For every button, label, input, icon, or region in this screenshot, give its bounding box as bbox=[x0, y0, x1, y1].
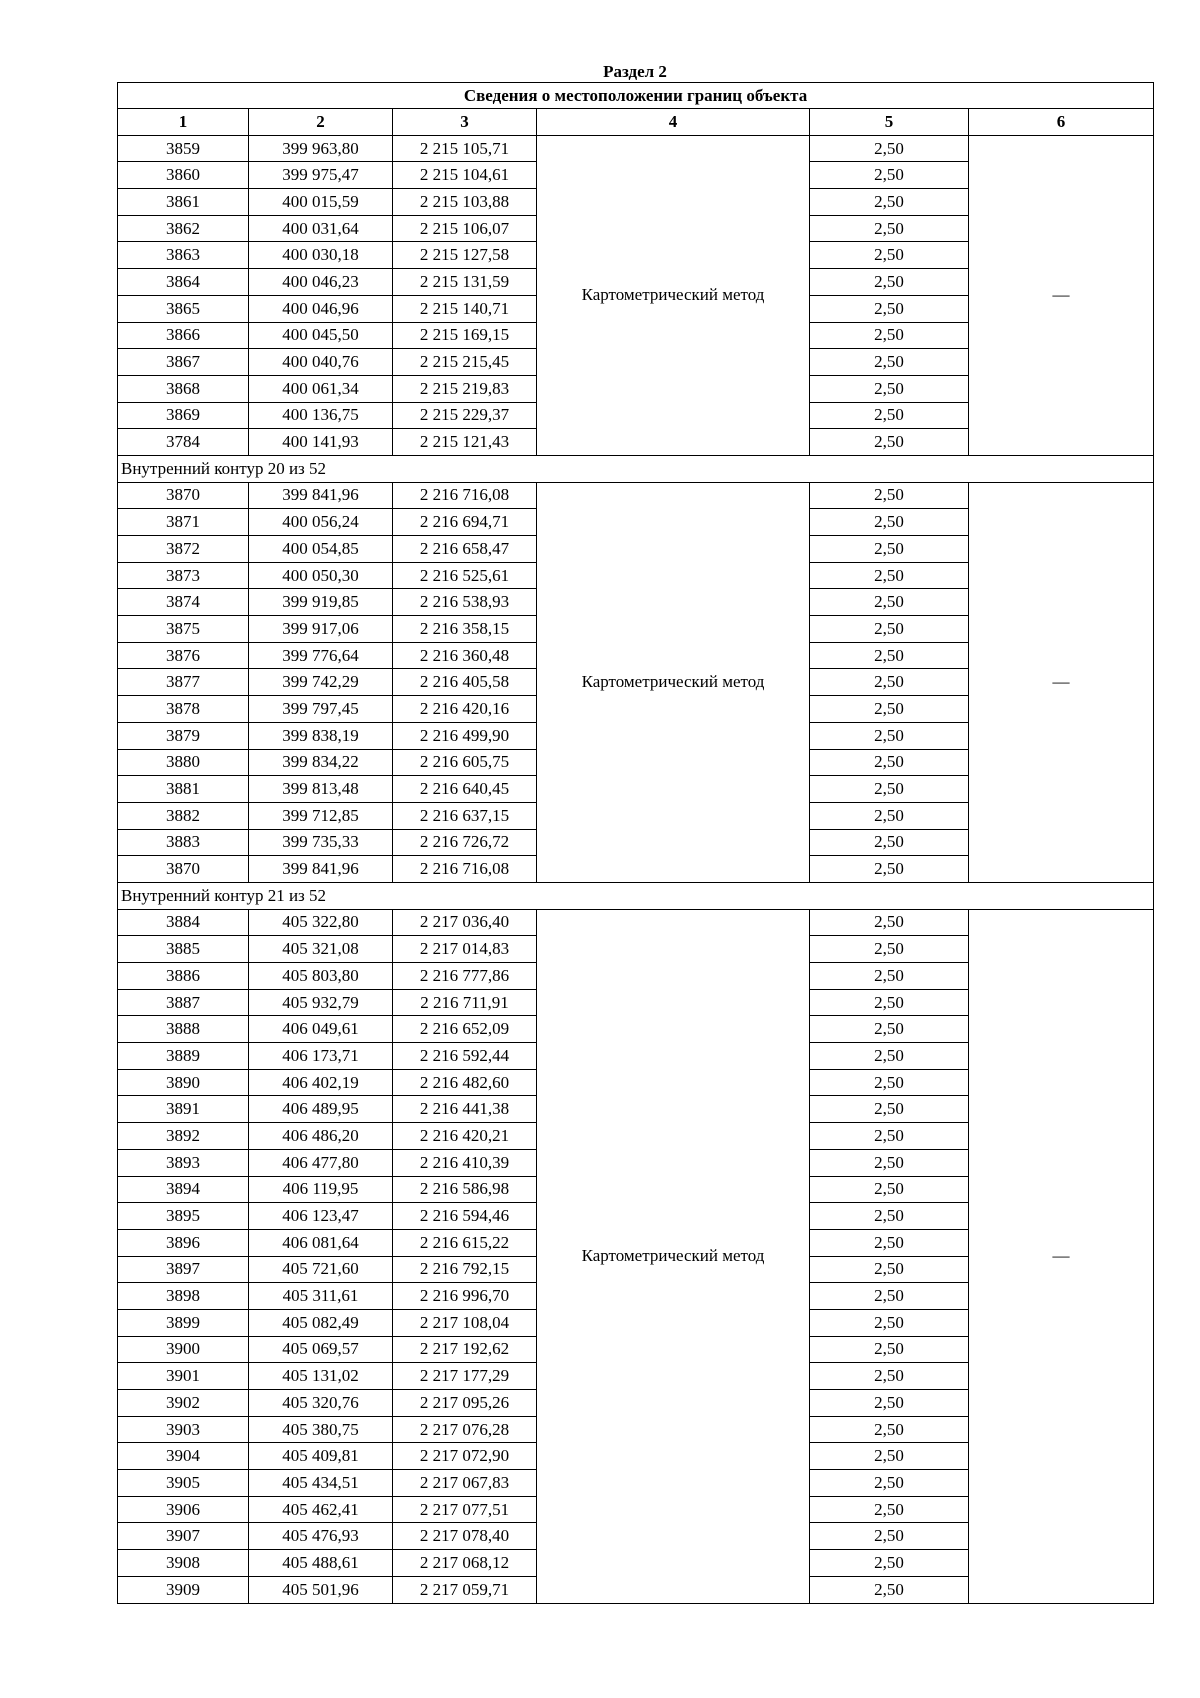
y-coordinate-cell: 2 217 177,29 bbox=[393, 1363, 537, 1390]
y-coordinate-cell: 2 216 658,47 bbox=[393, 536, 537, 563]
x-coordinate-cell: 405 320,76 bbox=[249, 1390, 393, 1417]
x-coordinate-cell: 405 476,93 bbox=[249, 1523, 393, 1550]
y-coordinate-cell: 2 216 711,91 bbox=[393, 989, 537, 1016]
x-coordinate-cell: 399 834,22 bbox=[249, 749, 393, 776]
section-title: Раздел 2 bbox=[603, 62, 667, 81]
point-number-cell: 3886 bbox=[118, 963, 249, 990]
method-cell: Картометрический метод bbox=[537, 482, 810, 882]
point-number-cell: 3873 bbox=[118, 562, 249, 589]
x-coordinate-cell: 400 046,96 bbox=[249, 295, 393, 322]
point-number-cell: 3888 bbox=[118, 1016, 249, 1043]
x-coordinate-cell: 400 031,64 bbox=[249, 215, 393, 242]
y-coordinate-cell: 2 215 121,43 bbox=[393, 429, 537, 456]
y-coordinate-cell: 2 217 095,26 bbox=[393, 1390, 537, 1417]
y-coordinate-cell: 2 216 410,39 bbox=[393, 1149, 537, 1176]
x-coordinate-cell: 406 173,71 bbox=[249, 1043, 393, 1070]
y-coordinate-cell: 2 216 358,15 bbox=[393, 616, 537, 643]
point-number-cell: 3909 bbox=[118, 1576, 249, 1603]
x-coordinate-cell: 399 813,48 bbox=[249, 776, 393, 803]
y-coordinate-cell: 2 217 036,40 bbox=[393, 909, 537, 936]
point-number-cell: 3892 bbox=[118, 1123, 249, 1150]
x-coordinate-cell: 405 321,08 bbox=[249, 936, 393, 963]
y-coordinate-cell: 2 216 538,93 bbox=[393, 589, 537, 616]
point-number-cell: 3887 bbox=[118, 989, 249, 1016]
accuracy-cell: 2,50 bbox=[810, 776, 969, 803]
x-coordinate-cell: 400 061,34 bbox=[249, 375, 393, 402]
point-number-cell: 3867 bbox=[118, 349, 249, 376]
point-number-cell: 3907 bbox=[118, 1523, 249, 1550]
table-row bbox=[118, 135, 1154, 162]
accuracy-cell: 2,50 bbox=[810, 616, 969, 643]
y-coordinate-cell: 2 216 405,58 bbox=[393, 669, 537, 696]
accuracy-cell: 2,50 bbox=[810, 242, 969, 269]
y-coordinate-cell: 2 215 215,45 bbox=[393, 349, 537, 376]
x-coordinate-cell: 405 131,02 bbox=[249, 1363, 393, 1390]
point-number-cell: 3891 bbox=[118, 1096, 249, 1123]
y-coordinate-cell: 2 215 103,88 bbox=[393, 189, 537, 216]
accuracy-cell: 2,50 bbox=[810, 215, 969, 242]
x-coordinate-cell: 400 050,30 bbox=[249, 562, 393, 589]
y-coordinate-cell: 2 216 482,60 bbox=[393, 1069, 537, 1096]
point-number-cell: 3884 bbox=[118, 909, 249, 936]
point-number-cell: 3885 bbox=[118, 936, 249, 963]
y-coordinate-cell: 2 215 106,07 bbox=[393, 215, 537, 242]
accuracy-cell: 2,50 bbox=[810, 963, 969, 990]
y-coordinate-cell: 2 215 219,83 bbox=[393, 375, 537, 402]
x-coordinate-cell: 406 123,47 bbox=[249, 1203, 393, 1230]
accuracy-cell: 2,50 bbox=[810, 1123, 969, 1150]
x-coordinate-cell: 405 434,51 bbox=[249, 1470, 393, 1497]
x-coordinate-cell: 405 082,49 bbox=[249, 1309, 393, 1336]
accuracy-cell: 2,50 bbox=[810, 1550, 969, 1577]
point-number-cell: 3863 bbox=[118, 242, 249, 269]
y-coordinate-cell: 2 215 104,61 bbox=[393, 162, 537, 189]
accuracy-cell: 2,50 bbox=[810, 1336, 969, 1363]
point-number-cell: 3897 bbox=[118, 1256, 249, 1283]
x-coordinate-cell: 399 838,19 bbox=[249, 722, 393, 749]
x-coordinate-cell: 405 409,81 bbox=[249, 1443, 393, 1470]
y-coordinate-cell: 2 216 716,08 bbox=[393, 482, 537, 509]
y-coordinate-cell: 2 216 792,15 bbox=[393, 1256, 537, 1283]
contour-label: Внутренний контур 20 из 52 bbox=[118, 455, 1154, 482]
point-number-cell: 3896 bbox=[118, 1229, 249, 1256]
point-number-cell: 3868 bbox=[118, 375, 249, 402]
x-coordinate-cell: 406 477,80 bbox=[249, 1149, 393, 1176]
point-number-cell: 3895 bbox=[118, 1203, 249, 1230]
x-coordinate-cell: 400 046,23 bbox=[249, 269, 393, 296]
x-coordinate-cell: 399 975,47 bbox=[249, 162, 393, 189]
point-number-cell: 3898 bbox=[118, 1283, 249, 1310]
y-coordinate-cell: 2 216 694,71 bbox=[393, 509, 537, 536]
point-number-cell: 3872 bbox=[118, 536, 249, 563]
point-number-cell: 3871 bbox=[118, 509, 249, 536]
x-coordinate-cell: 405 322,80 bbox=[249, 909, 393, 936]
accuracy-cell: 2,50 bbox=[810, 1256, 969, 1283]
accuracy-cell: 2,50 bbox=[810, 1443, 969, 1470]
accuracy-cell: 2,50 bbox=[810, 1470, 969, 1497]
accuracy-cell: 2,50 bbox=[810, 749, 969, 776]
point-number-cell: 3861 bbox=[118, 189, 249, 216]
point-number-cell: 3900 bbox=[118, 1336, 249, 1363]
method-cell: Картометрический метод bbox=[537, 909, 810, 1603]
accuracy-cell: 2,50 bbox=[810, 1390, 969, 1417]
table-row bbox=[118, 909, 1154, 936]
x-coordinate-cell: 405 380,75 bbox=[249, 1416, 393, 1443]
table-body bbox=[118, 135, 1154, 1603]
x-coordinate-cell: 406 486,20 bbox=[249, 1123, 393, 1150]
x-coordinate-cell: 399 742,29 bbox=[249, 669, 393, 696]
x-coordinate-cell: 400 141,93 bbox=[249, 429, 393, 456]
x-coordinate-cell: 405 069,57 bbox=[249, 1336, 393, 1363]
x-coordinate-cell: 399 797,45 bbox=[249, 696, 393, 723]
y-coordinate-cell: 2 215 169,15 bbox=[393, 322, 537, 349]
x-coordinate-cell: 405 721,60 bbox=[249, 1256, 393, 1283]
x-coordinate-cell: 405 803,80 bbox=[249, 963, 393, 990]
y-coordinate-cell: 2 216 441,38 bbox=[393, 1096, 537, 1123]
accuracy-cell: 2,50 bbox=[810, 1309, 969, 1336]
accuracy-cell: 2,50 bbox=[810, 1043, 969, 1070]
table-row bbox=[118, 482, 1154, 509]
accuracy-cell: 2,50 bbox=[810, 1576, 969, 1603]
accuracy-cell: 2,50 bbox=[810, 936, 969, 963]
x-coordinate-cell: 400 030,18 bbox=[249, 242, 393, 269]
boundary-table bbox=[117, 82, 1154, 1604]
point-number-cell: 3870 bbox=[118, 482, 249, 509]
point-number-cell: 3880 bbox=[118, 749, 249, 776]
y-coordinate-cell: 2 216 716,08 bbox=[393, 856, 537, 883]
y-coordinate-cell: 2 217 068,12 bbox=[393, 1550, 537, 1577]
column-header: 4 bbox=[537, 109, 810, 136]
x-coordinate-cell: 405 501,96 bbox=[249, 1576, 393, 1603]
document-page bbox=[117, 62, 1153, 1604]
x-coordinate-cell: 406 049,61 bbox=[249, 1016, 393, 1043]
point-number-cell: 3875 bbox=[118, 616, 249, 643]
y-coordinate-cell: 2 216 637,15 bbox=[393, 802, 537, 829]
point-number-cell: 3860 bbox=[118, 162, 249, 189]
accuracy-cell: 2,50 bbox=[810, 802, 969, 829]
y-coordinate-cell: 2 217 059,71 bbox=[393, 1576, 537, 1603]
y-coordinate-cell: 2 216 615,22 bbox=[393, 1229, 537, 1256]
y-coordinate-cell: 2 217 067,83 bbox=[393, 1470, 537, 1497]
accuracy-cell: 2,50 bbox=[810, 1229, 969, 1256]
point-number-cell: 3893 bbox=[118, 1149, 249, 1176]
x-coordinate-cell: 399 963,80 bbox=[249, 135, 393, 162]
x-coordinate-cell: 399 735,33 bbox=[249, 829, 393, 856]
point-number-cell: 3882 bbox=[118, 802, 249, 829]
y-coordinate-cell: 2 217 076,28 bbox=[393, 1416, 537, 1443]
accuracy-cell: 2,50 bbox=[810, 1016, 969, 1043]
contour-header-row bbox=[118, 455, 1154, 482]
accuracy-cell: 2,50 bbox=[810, 1149, 969, 1176]
accuracy-cell: 2,50 bbox=[810, 536, 969, 563]
x-coordinate-cell: 405 462,41 bbox=[249, 1496, 393, 1523]
x-coordinate-cell: 405 488,61 bbox=[249, 1550, 393, 1577]
accuracy-cell: 2,50 bbox=[810, 696, 969, 723]
accuracy-cell: 2,50 bbox=[810, 1069, 969, 1096]
x-coordinate-cell: 399 919,85 bbox=[249, 589, 393, 616]
accuracy-cell: 2,50 bbox=[810, 856, 969, 883]
column-header: 1 bbox=[118, 109, 249, 136]
x-coordinate-cell: 400 040,76 bbox=[249, 349, 393, 376]
y-coordinate-cell: 2 216 777,86 bbox=[393, 963, 537, 990]
point-number-cell: 3906 bbox=[118, 1496, 249, 1523]
y-coordinate-cell: 2 215 140,71 bbox=[393, 295, 537, 322]
accuracy-cell: 2,50 bbox=[810, 1416, 969, 1443]
y-coordinate-cell: 2 217 078,40 bbox=[393, 1523, 537, 1550]
point-number-cell: 3877 bbox=[118, 669, 249, 696]
y-coordinate-cell: 2 216 360,48 bbox=[393, 642, 537, 669]
point-number-cell: 3881 bbox=[118, 776, 249, 803]
y-coordinate-cell: 2 215 131,59 bbox=[393, 269, 537, 296]
point-number-cell: 3908 bbox=[118, 1550, 249, 1577]
y-coordinate-cell: 2 216 605,75 bbox=[393, 749, 537, 776]
column-header: 6 bbox=[969, 109, 1154, 136]
point-number-cell: 3870 bbox=[118, 856, 249, 883]
y-coordinate-cell: 2 215 127,58 bbox=[393, 242, 537, 269]
y-coordinate-cell: 2 216 499,90 bbox=[393, 722, 537, 749]
y-coordinate-cell: 2 216 996,70 bbox=[393, 1283, 537, 1310]
x-coordinate-cell: 399 712,85 bbox=[249, 802, 393, 829]
column6-cell: — bbox=[969, 909, 1154, 1603]
point-number-cell: 3874 bbox=[118, 589, 249, 616]
column-header: 5 bbox=[810, 109, 969, 136]
point-number-cell: 3879 bbox=[118, 722, 249, 749]
accuracy-cell: 2,50 bbox=[810, 509, 969, 536]
accuracy-cell: 2,50 bbox=[810, 989, 969, 1016]
table-caption: Сведения о местоположении границ объекта bbox=[118, 83, 1154, 109]
accuracy-cell: 2,50 bbox=[810, 482, 969, 509]
y-coordinate-cell: 2 215 229,37 bbox=[393, 402, 537, 429]
y-coordinate-cell: 2 216 652,09 bbox=[393, 1016, 537, 1043]
accuracy-cell: 2,50 bbox=[810, 1496, 969, 1523]
point-number-cell: 3865 bbox=[118, 295, 249, 322]
y-coordinate-cell: 2 216 726,72 bbox=[393, 829, 537, 856]
accuracy-cell: 2,50 bbox=[810, 589, 969, 616]
accuracy-cell: 2,50 bbox=[810, 375, 969, 402]
column6-cell: — bbox=[969, 482, 1154, 882]
accuracy-cell: 2,50 bbox=[810, 562, 969, 589]
y-coordinate-cell: 2 217 108,04 bbox=[393, 1309, 537, 1336]
column-header: 3 bbox=[393, 109, 537, 136]
x-coordinate-cell: 400 136,75 bbox=[249, 402, 393, 429]
y-coordinate-cell: 2 215 105,71 bbox=[393, 135, 537, 162]
x-coordinate-cell: 406 489,95 bbox=[249, 1096, 393, 1123]
point-number-cell: 3859 bbox=[118, 135, 249, 162]
accuracy-cell: 2,50 bbox=[810, 295, 969, 322]
column6-cell: — bbox=[969, 135, 1154, 455]
y-coordinate-cell: 2 216 420,21 bbox=[393, 1123, 537, 1150]
x-coordinate-cell: 399 917,06 bbox=[249, 616, 393, 643]
y-coordinate-cell: 2 216 640,45 bbox=[393, 776, 537, 803]
point-number-cell: 3890 bbox=[118, 1069, 249, 1096]
y-coordinate-cell: 2 216 525,61 bbox=[393, 562, 537, 589]
x-coordinate-cell: 400 054,85 bbox=[249, 536, 393, 563]
x-coordinate-cell: 399 841,96 bbox=[249, 856, 393, 883]
accuracy-cell: 2,50 bbox=[810, 162, 969, 189]
y-coordinate-cell: 2 217 192,62 bbox=[393, 1336, 537, 1363]
accuracy-cell: 2,50 bbox=[810, 402, 969, 429]
point-number-cell: 3862 bbox=[118, 215, 249, 242]
point-number-cell: 3878 bbox=[118, 696, 249, 723]
point-number-cell: 3876 bbox=[118, 642, 249, 669]
accuracy-cell: 2,50 bbox=[810, 722, 969, 749]
y-coordinate-cell: 2 217 014,83 bbox=[393, 936, 537, 963]
point-number-cell: 3904 bbox=[118, 1443, 249, 1470]
point-number-cell: 3899 bbox=[118, 1309, 249, 1336]
accuracy-cell: 2,50 bbox=[810, 829, 969, 856]
contour-header-row bbox=[118, 882, 1154, 909]
contour-label: Внутренний контур 21 из 52 bbox=[118, 882, 1154, 909]
accuracy-cell: 2,50 bbox=[810, 135, 969, 162]
point-number-cell: 3889 bbox=[118, 1043, 249, 1070]
accuracy-cell: 2,50 bbox=[810, 429, 969, 456]
method-cell: Картометрический метод bbox=[537, 135, 810, 455]
accuracy-cell: 2,50 bbox=[810, 1203, 969, 1230]
x-coordinate-cell: 405 311,61 bbox=[249, 1283, 393, 1310]
y-coordinate-cell: 2 216 586,98 bbox=[393, 1176, 537, 1203]
accuracy-cell: 2,50 bbox=[810, 1176, 969, 1203]
point-number-cell: 3905 bbox=[118, 1470, 249, 1497]
point-number-cell: 3866 bbox=[118, 322, 249, 349]
accuracy-cell: 2,50 bbox=[810, 669, 969, 696]
x-coordinate-cell: 399 776,64 bbox=[249, 642, 393, 669]
x-coordinate-cell: 399 841,96 bbox=[249, 482, 393, 509]
accuracy-cell: 2,50 bbox=[810, 1283, 969, 1310]
x-coordinate-cell: 405 932,79 bbox=[249, 989, 393, 1016]
x-coordinate-cell: 406 081,64 bbox=[249, 1229, 393, 1256]
y-coordinate-cell: 2 217 077,51 bbox=[393, 1496, 537, 1523]
point-number-cell: 3869 bbox=[118, 402, 249, 429]
y-coordinate-cell: 2 216 420,16 bbox=[393, 696, 537, 723]
x-coordinate-cell: 406 402,19 bbox=[249, 1069, 393, 1096]
x-coordinate-cell: 400 045,50 bbox=[249, 322, 393, 349]
point-number-cell: 3903 bbox=[118, 1416, 249, 1443]
y-coordinate-cell: 2 216 592,44 bbox=[393, 1043, 537, 1070]
accuracy-cell: 2,50 bbox=[810, 642, 969, 669]
point-number-cell: 3864 bbox=[118, 269, 249, 296]
y-coordinate-cell: 2 216 594,46 bbox=[393, 1203, 537, 1230]
y-coordinate-cell: 2 217 072,90 bbox=[393, 1443, 537, 1470]
point-number-cell: 3901 bbox=[118, 1363, 249, 1390]
x-coordinate-cell: 400 015,59 bbox=[249, 189, 393, 216]
point-number-cell: 3883 bbox=[118, 829, 249, 856]
x-coordinate-cell: 400 056,24 bbox=[249, 509, 393, 536]
accuracy-cell: 2,50 bbox=[810, 349, 969, 376]
x-coordinate-cell: 406 119,95 bbox=[249, 1176, 393, 1203]
point-number-cell: 3902 bbox=[118, 1390, 249, 1417]
point-number-cell: 3894 bbox=[118, 1176, 249, 1203]
accuracy-cell: 2,50 bbox=[810, 1096, 969, 1123]
accuracy-cell: 2,50 bbox=[810, 269, 969, 296]
column-header: 2 bbox=[249, 109, 393, 136]
accuracy-cell: 2,50 bbox=[810, 1523, 969, 1550]
point-number-cell: 3784 bbox=[118, 429, 249, 456]
accuracy-cell: 2,50 bbox=[810, 189, 969, 216]
accuracy-cell: 2,50 bbox=[810, 1363, 969, 1390]
accuracy-cell: 2,50 bbox=[810, 322, 969, 349]
accuracy-cell: 2,50 bbox=[810, 909, 969, 936]
